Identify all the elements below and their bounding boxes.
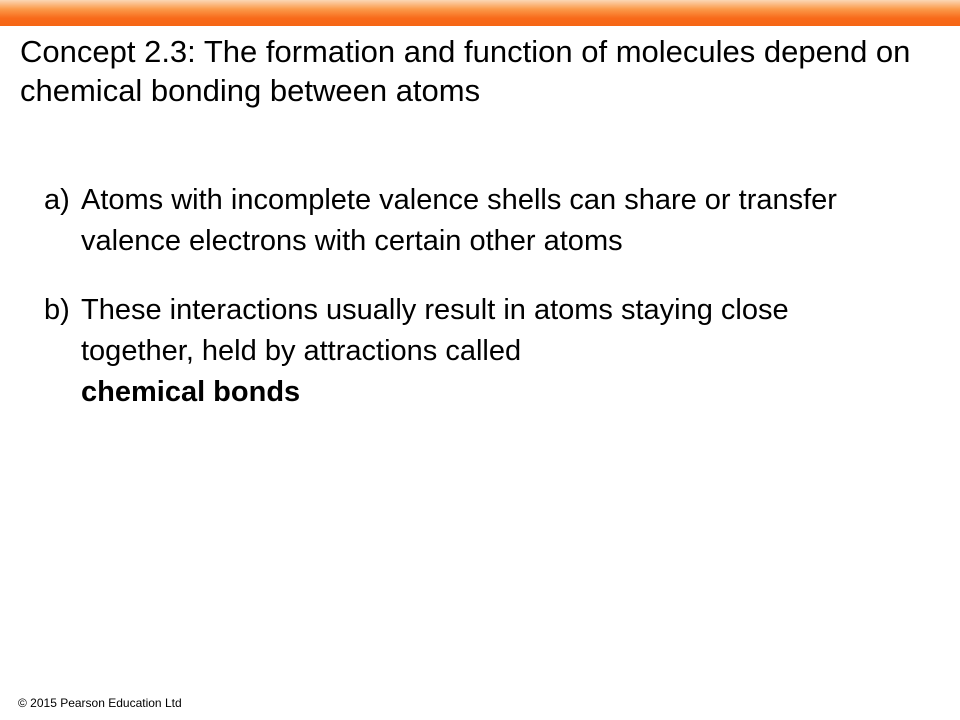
bullet-item-a — [44, 180, 904, 262]
copyright-notice: © 2015 Pearson Education Ltd — [18, 696, 182, 710]
bullet-text-content: Atoms with incomplete valence shells can share or transfer valence electrons with certain other atoms — [81, 184, 837, 257]
bullet-text — [81, 290, 904, 413]
bullet-marker: b) — [44, 294, 70, 326]
bullet-text — [81, 180, 904, 262]
bullet-list — [44, 180, 904, 441]
bullet-text-content: These interactions usually result in atoms staying close together, held by attractions called — [81, 294, 789, 367]
top-accent-bar — [0, 0, 960, 26]
bullet-marker: a) — [44, 184, 70, 216]
slide-title: Concept 2.3: The formation and function of molecules depend on chemical bonding between atoms — [20, 34, 911, 108]
bold-term: chemical bonds — [81, 376, 301, 408]
bullet-item-b — [44, 290, 904, 413]
